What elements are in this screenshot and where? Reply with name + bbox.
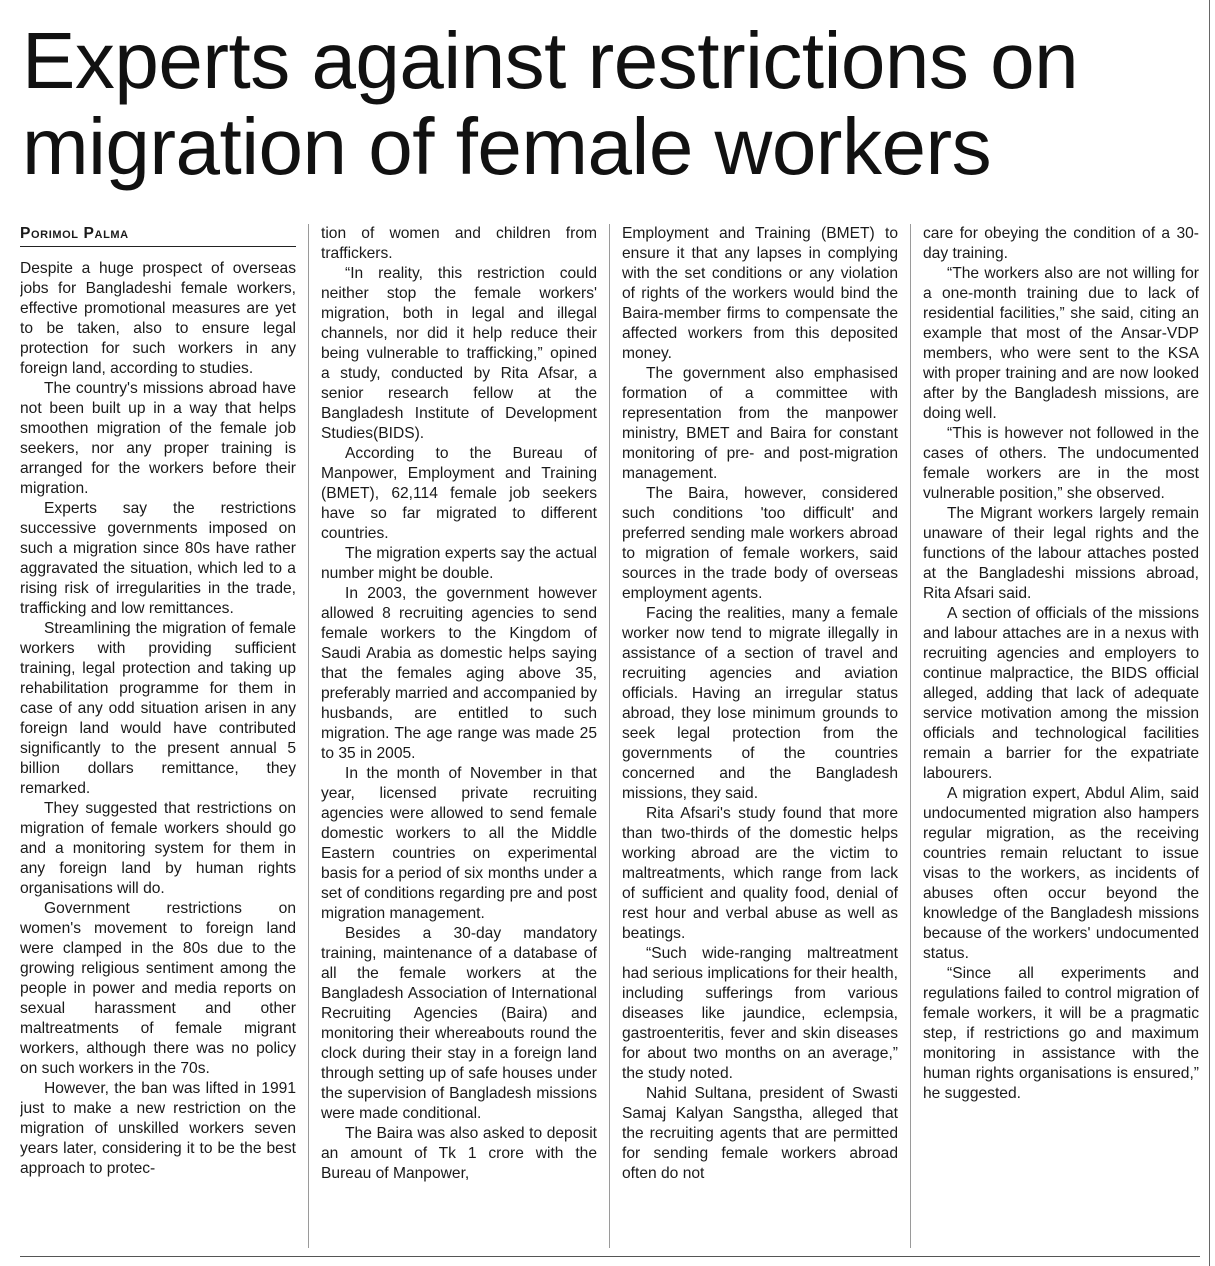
article-paragraph: care for obeying the condition of a 30-day training.: [923, 225, 1199, 262]
article-paragraph: In 2003, the government however allowed 8 recruiting agencies to send female workers to the Kingdom of Saudi Arabia as domestic helps saying that the females aging above 35, preferably married and accompanied by husbands, are entitled to such migration. The age range was made 25 to 35 in 2005.: [321, 585, 597, 762]
article-paragraph: The migration experts say the actual number might be double.: [321, 545, 597, 582]
article-column-3: [622, 224, 898, 1248]
bottom-rule: [20, 1256, 1200, 1257]
article-paragraph: However, the ban was lifted in 1991 just to make a new restriction on the migration of unskilled workers seven years later, considering it to be the best approach to protec-: [20, 1080, 296, 1177]
article-column-1: [20, 224, 296, 1248]
article-paragraph: “This is however not followed in the cases of others. The undocumented female workers are in the most vulnerable position,” she observed.: [923, 425, 1199, 502]
article-paragraph: The Baira was also asked to deposit an amount of Tk 1 crore with the Bureau of Manpower,: [321, 1125, 597, 1182]
article-column-2: [321, 224, 597, 1248]
article-paragraph: In the month of November in that year, licensed private recruiting agencies were allowed to send female domestic workers to all the Middle Eastern countries on experimental basis for a period of six months under a set of conditions regarding pre and post migration management.: [321, 765, 597, 922]
article-paragraph: They suggested that restrictions on migration of female workers should go and a monitoring system for them in any foreign land by human rights organisations will do.: [20, 800, 296, 897]
article-paragraph: Rita Afsari's study found that more than two-thirds of the domestic helps working abroad are the victim to maltreatments, which range from lack of sufficient and quality food, denial of rest hour and verbal abuse as well as beatings.: [622, 805, 898, 942]
column-divider: [910, 224, 911, 1248]
column-divider: [308, 224, 309, 1248]
article-byline: Porimol Palma: [20, 224, 296, 247]
article-paragraph: “Such wide-ranging maltreatment had serious implications for their health, including sufferings from various diseases like jaundice, eclempsia, gastroenteritis, fever and skin diseases for about two months on an average,” the study noted.: [622, 945, 898, 1082]
article-paragraph: The government also emphasised formation of a committee with representation from the manpower ministry, BMET and Baira for constant monitoring of pre- and post-migration management.: [622, 365, 898, 482]
article-paragraph: The Migrant workers largely remain unaware of their legal rights and the functions of the labour attaches posted at the Bangladeshi missions abroad, Rita Afsari said.: [923, 505, 1199, 602]
article-paragraph: Facing the realities, many a female worker now tend to migrate illegally in assistance of a section of travel and recruiting agencies and aviation officials. Having an irregular status abroad, they lose minimum grounds to seek legal protection from the governments of the countries concerned and the Bangladesh missions, they said.: [622, 605, 898, 802]
page-edge-rule: [1209, 0, 1210, 1266]
article-paragraph: The Baira, however, considered such conditions 'too difficult' and preferred sending male workers abroad to migration of female workers, said sources in the trade body of overseas employment agents.: [622, 485, 898, 602]
article-headline: Experts against restrictions on migration of female workers: [22, 16, 1079, 191]
article-paragraph: Employment and Training (BMET) to ensure it that any lapses in complying with the set conditions or any violation of rights of the workers would bind the Baira-member firms to compensate the affected workers from this deposited money.: [622, 225, 898, 362]
article-column-4: [923, 224, 1199, 1248]
article-paragraph: Experts say the restrictions successive governments imposed on such a migration since 80s have rather aggravated the situation, which led to a rising risk of irregularities in the trade, trafficking and low remittances.: [20, 500, 296, 617]
article-paragraph: According to the Bureau of Manpower, Employment and Training (BMET), 62,114 female job seekers have so far migrated to different countries.: [321, 445, 597, 542]
article-paragraph: Despite a huge prospect of overseas jobs for Bangladeshi female workers, effective promotional measures are yet to be taken, also to ensure legal protection for such workers in any foreign land, according to studies.: [20, 260, 296, 377]
article-paragraph: A migration expert, Abdul Alim, said undocumented migration also hampers regular migration, as the receiving countries remain reluctant to issue visas to the workers, as incidents of abuses often occur beyond the knowledge of the Bangladesh missions because of the workers' undocumented status.: [923, 785, 1199, 962]
article-paragraph: “The workers also are not willing for a one-month training due to lack of residential facilities,” she said, citing an example that most of the Ansar-VDP members, who were sent to the KSA with proper training and are now looked after by the Bangladesh missions, are doing well.: [923, 265, 1199, 422]
column-divider: [609, 224, 610, 1248]
article-paragraph: A section of officials of the missions and labour attaches are in a nexus with recruiting agencies and employers to continue malpractice, the BIDS official alleged, adding that lack of adequate service motivation among the mission officials and technological facilities remain a barrier for the expatriate labourers.: [923, 605, 1199, 782]
article-paragraph: Streamlining the migration of female workers with providing sufficient training, legal protection and taking up rehabilitation programme for them in case of any odd situation arisen in any foreign land would have contributed significantly to the present annual 5 billion dollars remittance, they remarked.: [20, 620, 296, 797]
article-paragraph: Besides a 30-day mandatory training, maintenance of a database of all the female workers at the Bangladesh Association of International Recruiting Agencies (Baira) and monitoring their whereabouts round the clock during their stay in a foreign land through setting up of safe houses under the supervision of Bangladesh missions were made conditional.: [321, 925, 597, 1122]
article-paragraph: “In reality, this restriction could neither stop the female workers' migration, both in legal and illegal channels, nor did it help reduce their being vulnerable to trafficking,” opined a study, conducted by Rita Afsar, a senior research fellow at the Bangladesh Institute of Development Studies(BIDS).: [321, 265, 597, 442]
article-paragraph: The country's missions abroad have not been built up in a way that helps smoothen migration of the female job seekers, nor any proper training is arranged for the workers before their migration.: [20, 380, 296, 497]
article-paragraph: tion of women and children from traffickers.: [321, 225, 597, 262]
article-paragraph: Nahid Sultana, president of Swasti Samaj Kalyan Sangstha, alleged that the recruiting agents that are permitted for sending female workers abroad often do not: [622, 1085, 898, 1182]
article-paragraph: Government restrictions on women's movement to foreign land were clamped in the 80s due to the growing religious sentiment among the people in power and media reports on sexual harassment and other maltreatments of female migrant workers, although there was no policy on such workers in the 70s.: [20, 900, 296, 1077]
article-paragraph: “Since all experiments and regulations failed to control migration of female workers, it will be a pragmatic step, if restrictions go and maximum monitoring in assistance with the human rights organisations is ensured,” he suggested.: [923, 965, 1199, 1102]
